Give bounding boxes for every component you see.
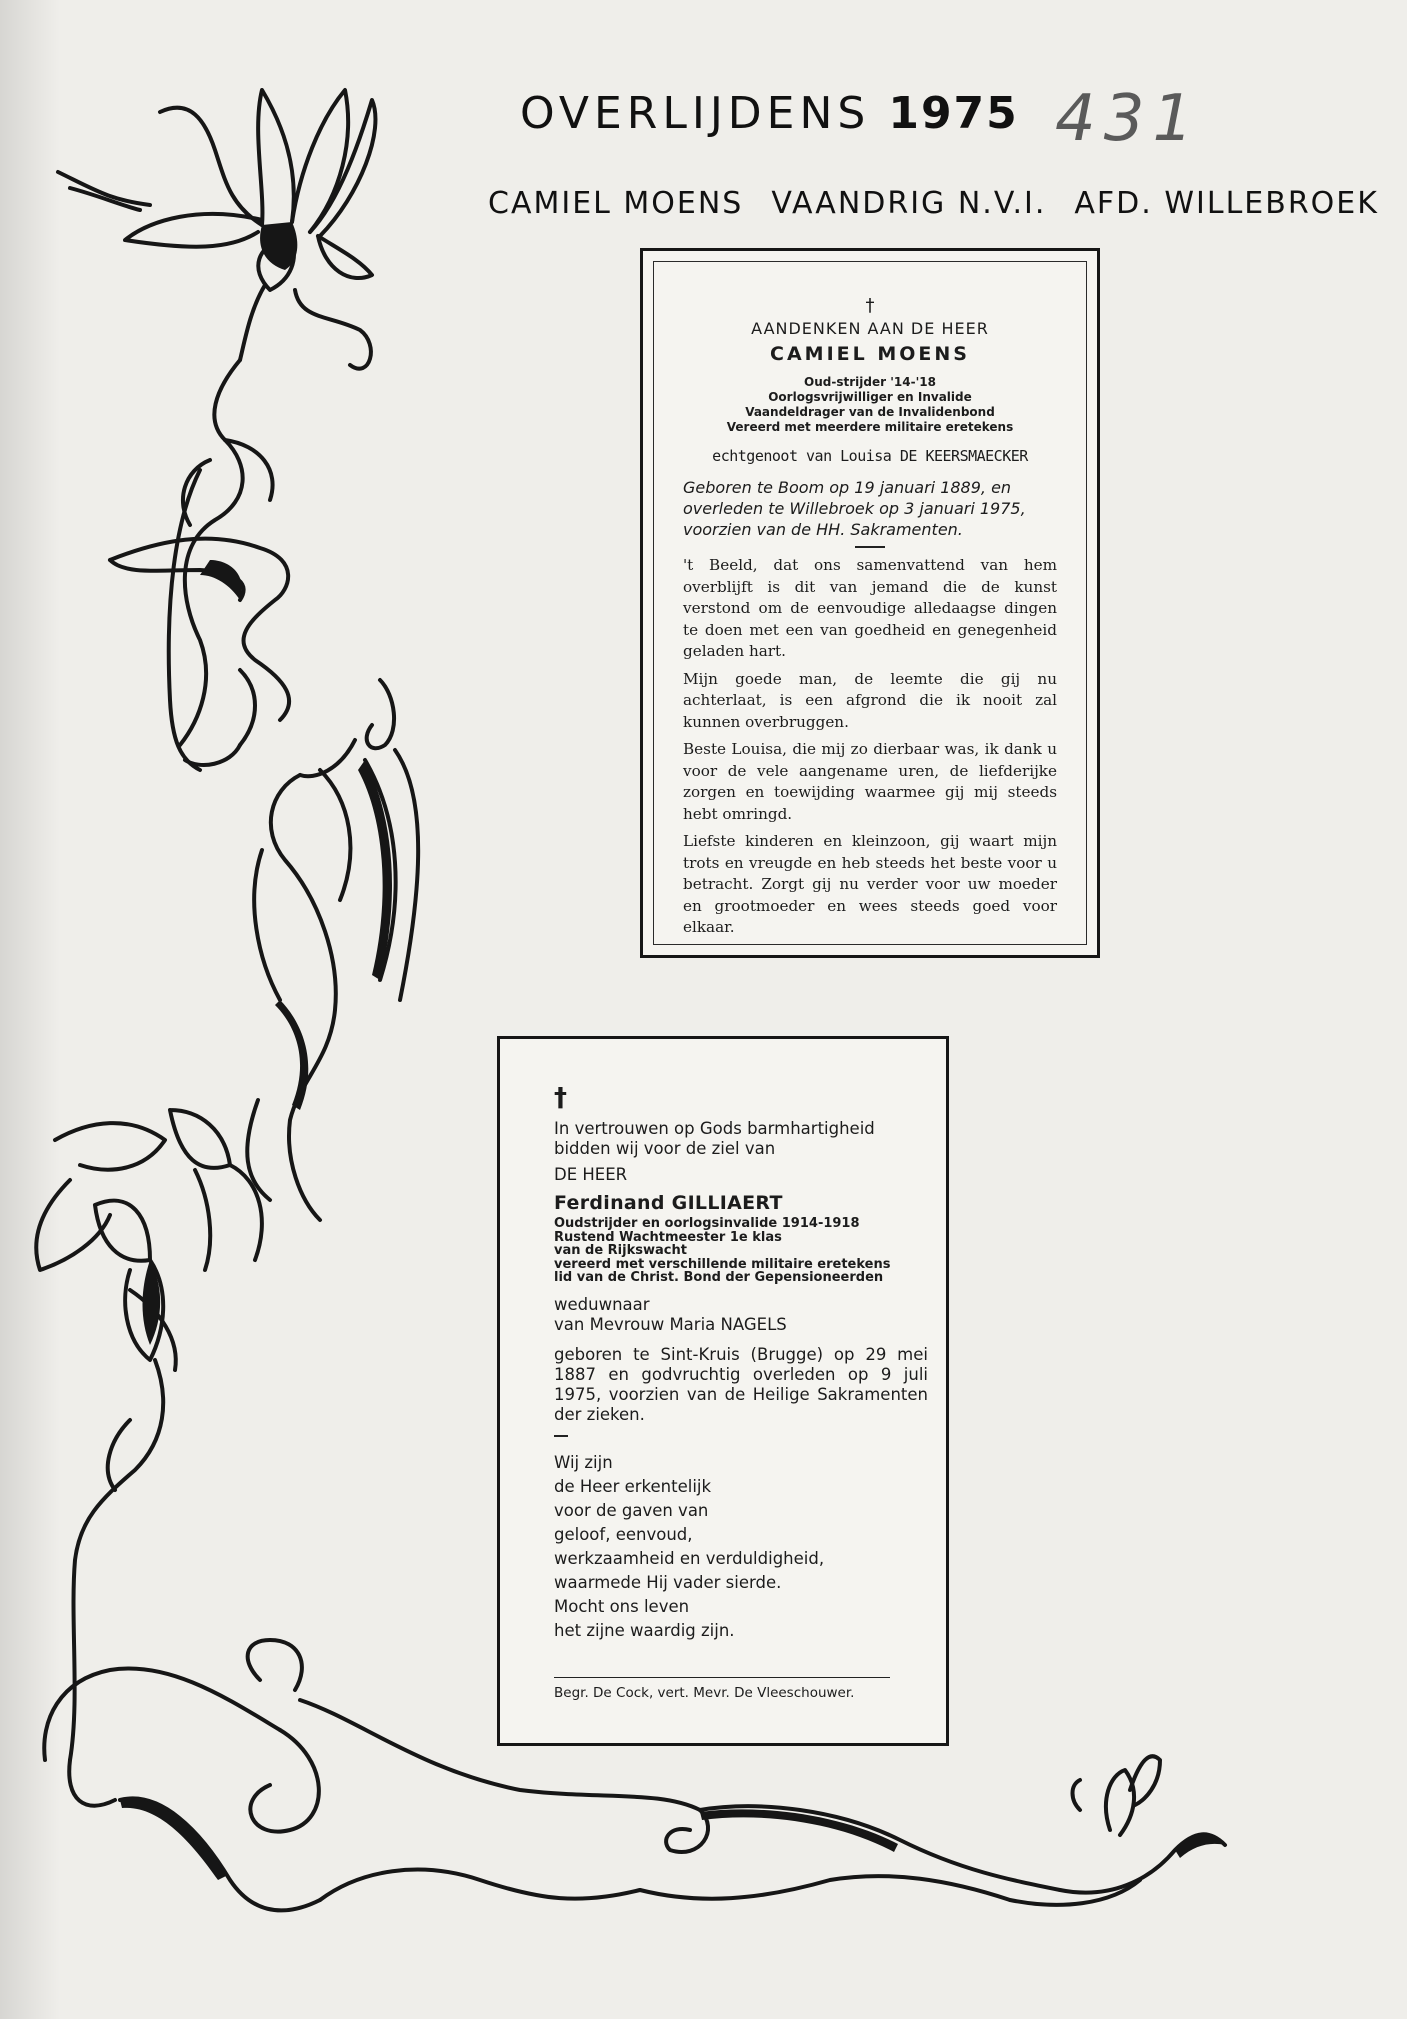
- prayer-line: werkzaamheid en verduldigheid,: [554, 1548, 825, 1568]
- prayer-line: Mocht ons leven: [554, 1596, 690, 1616]
- memorial-paragraph: Mijn goede man, de leemte die gij nu achterlaat, is een afgrond die ik nooit zal kunnen overbruggen.: [683, 669, 1057, 731]
- printer-credit: Begr. De Cock, vert. Mevr. De Vleeschouwer.: [554, 1685, 855, 1701]
- prayer-line: voor de gaven van: [554, 1500, 709, 1520]
- divider: [855, 546, 885, 548]
- cross-symbol: †: [554, 1083, 567, 1113]
- memorial-paragraph: 't Beeld, dat ons samenvattend van hem overblijft is dit van jemand die de kunst verstond om de eenvoudige alledaagse dingen te doen met een van goedheid en genegenheid geladen hart.: [683, 556, 1057, 660]
- spouse-line: echtgenoot van Louisa DE KEERSMAECKER: [712, 447, 1028, 465]
- subheading-rank: VAANDRIG N.V.I.: [771, 186, 1047, 221]
- widower-of: van Mevrouw Maria NAGELS: [554, 1314, 787, 1334]
- subheading-place: AFD. WILLEBROEK: [1074, 186, 1379, 221]
- heading-year: 1975: [888, 88, 1019, 139]
- birth-death-text: geboren te Sint-Kruis (Brugge) op 29 mei 1887 en godvruchtig overleden op 9 juli 1975, voorzien van de Heilige Sakramenten der zieken.: [554, 1344, 928, 1424]
- title-line: Oorlogsvrijwilliger en Invalide: [768, 390, 972, 404]
- prayer-line: waarmede Hij vader sierde.: [554, 1572, 782, 1592]
- subheading-name: CAMIEL MOENS: [488, 186, 744, 221]
- card-body: [554, 1119, 928, 1643]
- page-heading: [520, 88, 1019, 139]
- heading-text: OVERLIJDENS: [520, 88, 871, 139]
- divider: [554, 1435, 568, 1437]
- intro-line: bidden wij voor de ziel van: [554, 1139, 776, 1158]
- memorial-paragraph: Beste Louisa, die mij zo dierbaar was, ik dank u voor de vele aangename uren, de liefderijke zorgen en toewijding waarmee gij mij steeds hebt omringd.: [683, 740, 1057, 823]
- title-line: Vereerd met meerdere militaire eretekens: [726, 420, 1014, 434]
- title-line: vereerd met verschillende militaire eretekens: [554, 1256, 891, 1272]
- prayer-line: het zijne waardig zijn.: [554, 1620, 735, 1640]
- prayer-line: Wij zijn: [554, 1452, 613, 1472]
- memorial-card-camiel-moens: [640, 248, 1100, 958]
- prayer-line: geloof, eenvoud,: [554, 1524, 693, 1544]
- cross-symbol: †: [865, 295, 875, 316]
- page-number: 431: [1055, 82, 1202, 156]
- title-line: Oudstrijder en oorlogsinvalide 1914-1918: [554, 1216, 860, 1231]
- title-line: Rustend Wachtmeester 1e klas: [554, 1229, 782, 1245]
- title-line: Vaandeldrager van de Invalidenbond: [745, 405, 995, 419]
- deceased-name: CAMIEL MOENS: [770, 343, 970, 365]
- title-line: van de Rijkswacht: [554, 1243, 687, 1258]
- prayer-text: [554, 1451, 928, 1643]
- prayer-line: de Heer erkentelijk: [554, 1476, 712, 1496]
- memorial-card-ferdinand-gilliaert: [497, 1036, 949, 1746]
- footer-rule: [554, 1677, 890, 1678]
- deceased-titles: [554, 1217, 928, 1285]
- widower-label: weduwnaar: [554, 1294, 650, 1314]
- deceased-name: Ferdinand GILLIAERT: [554, 1192, 783, 1214]
- memorial-paragraph: Liefste kinderen en kleinzoon, gij waart mijn trots en vreugde en heb steeds het beste voor u betracht. Zorgt gij nu verder voor uw moeder en grootmoeder en wees steeds goed voor elkaar.: [683, 832, 1057, 936]
- card-heading: AANDENKEN AAN DE HEER: [751, 319, 989, 338]
- title-line: Oud-strijder '14-'18: [804, 375, 936, 389]
- intro-line: In vertrouwen op Gods barmhartigheid: [554, 1119, 875, 1138]
- top-flower-ornament: [58, 90, 375, 369]
- de-heer-label: DE HEER: [554, 1165, 628, 1184]
- title-line: lid van de Christ. Bond der Gepensioneerden: [554, 1270, 884, 1285]
- memorial-text: [683, 555, 1057, 945]
- birth-death-text: Geboren te Boom op 19 januari 1889, en overleden te Willebroek op 3 januari 1975, voorzien van de HH. Sakramenten.: [683, 478, 1026, 539]
- page-subheading: [488, 186, 1407, 221]
- deceased-titles: [643, 375, 1097, 435]
